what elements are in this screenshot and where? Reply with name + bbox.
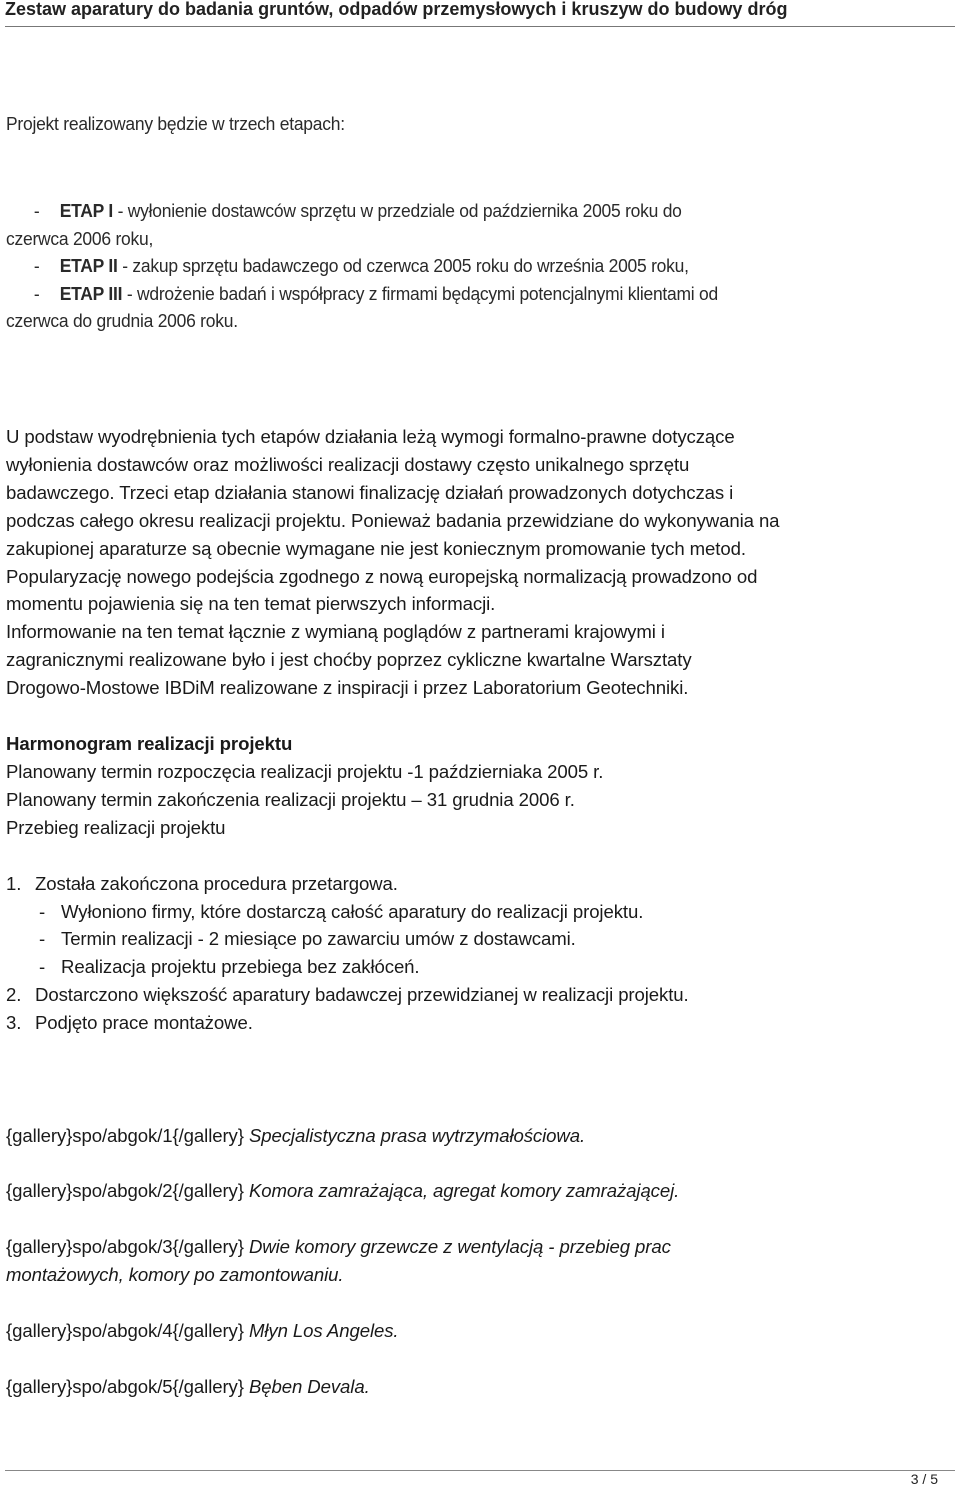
- gallery-entry-2: [6, 1177, 946, 1205]
- gallery-entry-4: [6, 1317, 946, 1345]
- gallery-caption: Komora zamrażająca, agregat komory zamrażającej.: [248, 1180, 680, 1201]
- progress-subitem: - Termin realizacji - 2 miesiące po zawarciu umów z dostawcami.: [39, 928, 576, 950]
- subitem-text: Wyłoniono firmy, które dostarczą całość aparatury do realizacji projektu.: [61, 900, 644, 922]
- paragraph-line: momentu pojawienia się na ten temat pierwszych informacji.: [6, 593, 496, 615]
- progress-item-2: [6, 981, 946, 1009]
- paragraph-line: Drogowo-Mostowe IBDiM realizowane z inspiracji i przez Laboratorium Geotechniki.: [6, 677, 689, 699]
- body-paragraph: [6, 423, 946, 702]
- paragraph-line: badawczego. Trzeci etap działania stanowi finalizację działań prowadzonych dotychczas i: [6, 481, 734, 503]
- stage-1-label: ETAP I: [59, 201, 113, 221]
- gallery-tag: {gallery}spo/abgok/5{/gallery}: [6, 1376, 244, 1397]
- gallery-tag: {gallery}spo/abgok/3{/gallery}: [6, 1236, 244, 1257]
- paragraph-line: zakupionej aparaturze są obecnie wymagane nie jest koniecznym promowanie tych metod.: [6, 537, 746, 559]
- gallery-entry-1: [6, 1122, 946, 1150]
- item-text: Została zakończona procedura przetargowa.: [35, 872, 398, 894]
- gallery-caption-continuation: montażowych, komory po zamontowaniu.: [6, 1263, 344, 1285]
- stage-2-text: - zakup sprzętu badawczego od czerwca 2005 roku do września 2005 roku,: [117, 256, 689, 276]
- gallery-caption: Bęben Devala.: [248, 1376, 370, 1397]
- gallery-entry-3: [6, 1233, 946, 1289]
- item-text: Podjęto prace montażowe.: [35, 1012, 253, 1034]
- stage-1-text: - wyłonienie dostawców sprzętu w przedziale od października 2005 roku do: [112, 201, 682, 221]
- gallery-entry-5: [6, 1373, 946, 1401]
- gallery-caption: Specjalistyczna prasa wytrzymałościowa.: [248, 1125, 586, 1146]
- planned-end: Planowany termin zakończenia realizacji projektu – 31 grudnia 2006 r.: [6, 788, 575, 810]
- stages-list: [6, 198, 908, 336]
- footer-divider: [5, 1470, 955, 1471]
- stage-3-continuation: czerwca do grudnia 2006 roku.: [6, 311, 238, 331]
- progress-label: Przebieg realizacji projektu: [6, 816, 226, 838]
- item-text: Dostarczono większość aparatury badawczej przewidzianej w realizacji projektu.: [35, 984, 689, 1006]
- paragraph-line: Informowanie na ten temat łącznie z wymianą poglądów z partnerami krajowymi i: [6, 621, 665, 643]
- paragraph-line: Popularyzację nowego podejścia zgodnego z nową europejską normalizacją prowadzono od: [6, 565, 758, 587]
- stage-3: - ETAP III - wdrożenie badań i współpracy z firmami będącymi potencjalnymi klientami od: [33, 283, 719, 304]
- item-number: 3.: [6, 1012, 22, 1034]
- progress-item-3: [6, 1009, 946, 1037]
- stage-1: - ETAP I - wyłonienie dostawców sprzętu w przedziale od października 2005 roku do: [33, 201, 682, 221]
- item-number: 1.: [6, 872, 22, 894]
- gallery-tag: {gallery}spo/abgok/1{/gallery}: [6, 1125, 244, 1146]
- paragraph-line: zagranicznymi realizowane było i jest choćby poprzez cykliczne kwartalne Warsztaty: [6, 649, 692, 671]
- planned-start: Planowany termin rozpoczęcia realizacji projektu -1 październiaka 2005 r.: [6, 760, 604, 782]
- paragraph-line: U podstaw wyodrębnienia tych etapów działania leżą wymogi formalno-prawne dotyczące: [6, 426, 735, 447]
- gallery-tag: {gallery}spo/abgok/2{/gallery}: [6, 1180, 244, 1201]
- item-number: 2.: [6, 984, 22, 1006]
- paragraph-line: podczas całego okresu realizacji projektu. Ponieważ badania przewidziane do wykonywania na: [6, 509, 780, 531]
- page-title: Zestaw aparatury do badania gruntów, odpadów przemysłowych i kruszyw do budowy dróg: [5, 0, 788, 19]
- page-number: 3 / 5: [910, 1471, 938, 1487]
- intro-text: Projekt realizowany będzie w trzech etapach:: [6, 114, 345, 134]
- gallery-tag: {gallery}spo/abgok/4{/gallery}: [6, 1320, 244, 1341]
- gallery-caption: Dwie komory grzewcze z wentylacją - przebieg prac: [248, 1236, 671, 1257]
- progress-subitem: - Wyłoniono firmy, które dostarczą całość aparatury do realizacji projektu.: [39, 900, 644, 922]
- stage-3-label: ETAP III: [59, 283, 123, 304]
- paragraph-line: wyłonienia dostawców oraz możliwości realizacji dostawy często unikalnego sprzętu: [6, 453, 690, 475]
- stage-1-continuation: czerwca 2006 roku,: [6, 228, 154, 249]
- subitem-text: Termin realizacji - 2 miesiące po zawarciu umów z dostawcami.: [61, 928, 576, 950]
- progress-item-1: [6, 870, 946, 898]
- subitem-text: Realizacja projektu przebiega bez zakłóceń.: [61, 956, 420, 978]
- title-divider: [5, 26, 955, 27]
- schedule-section: [6, 730, 946, 1037]
- stage-2-label: ETAP II: [59, 256, 118, 276]
- gallery-caption: Młyn Los Angeles.: [248, 1320, 399, 1341]
- schedule-heading: Harmonogram realizacji projektu: [6, 733, 293, 754]
- stage-3-text: - wdrożenie badań i współpracy z firmami będącymi potencjalnymi klientami od: [122, 283, 719, 304]
- progress-subitem: - Realizacja projektu przebiega bez zakłóceń.: [39, 956, 420, 978]
- stage-2: - ETAP II - zakup sprzętu badawczego od czerwca 2005 roku do września 2005 roku,: [33, 256, 689, 276]
